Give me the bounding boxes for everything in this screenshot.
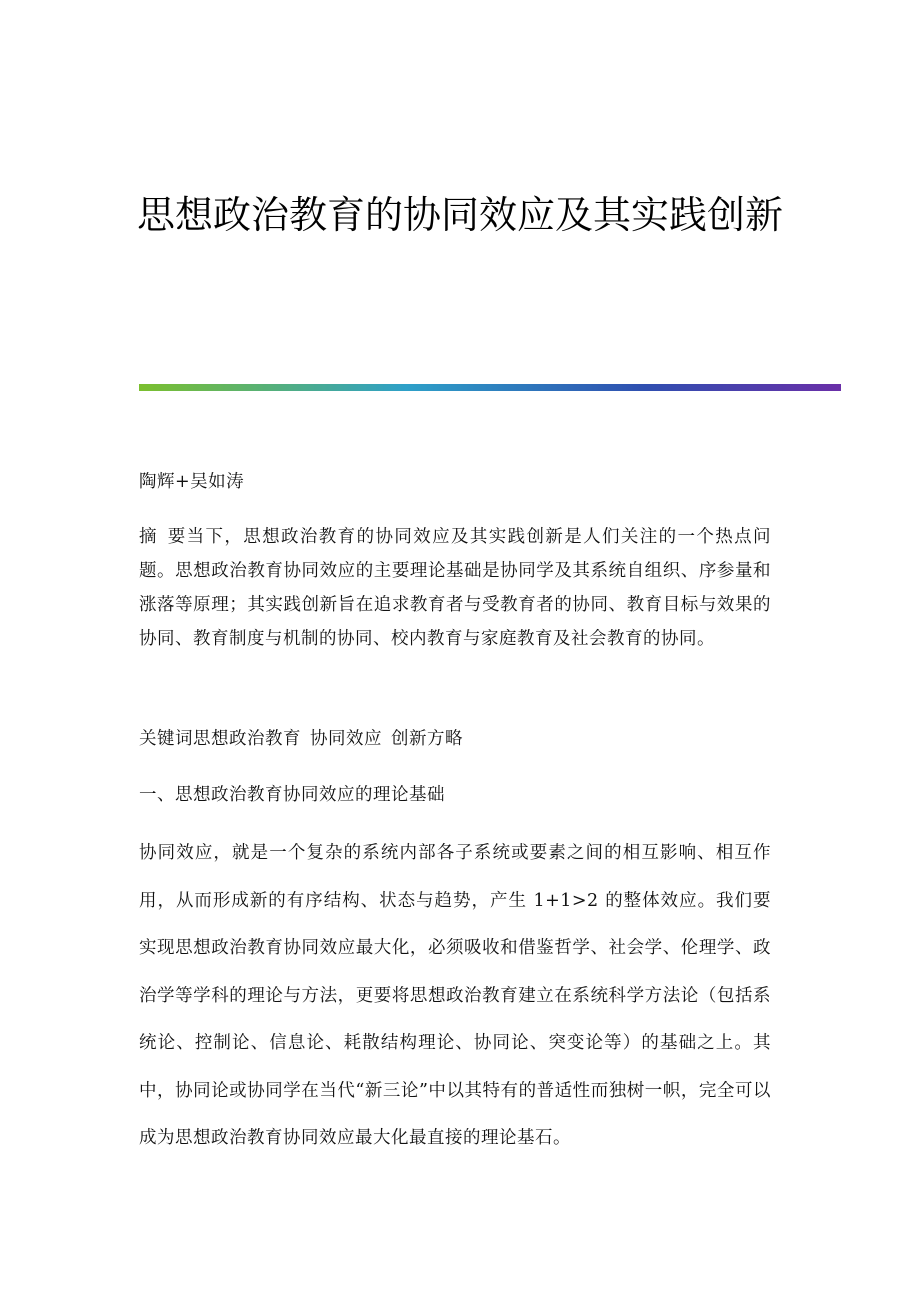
abstract — [139, 520, 771, 656]
authors — [139, 465, 771, 499]
title-divider — [139, 384, 841, 391]
abstract-label-2: 要 — [166, 527, 187, 547]
body-paragraph-text: 协同效应，就是一个复杂的系统内部各子系统或要素之间的相互影响、相互作用，从而形成新的有序结构、状态与趋势，产生 1+1>2 的整体效应。我们要实现思想政治教育协同效应最大化，必须吸收和借鉴哲学、社会学、伦理学、政治学等学科的理论与方法，更要将思想政治教育建立在系统科学方法论（包括系统论、控制论、信息论、耗散结构理论、协同论、突变论等）的基础之上。其中，协同论或协同学在当代“新三论”中以其特有的普适性而独树一帜，完全可以成为思想政治教育协同效应最大化最直接的理论基石。 — [139, 843, 771, 1148]
keyword-item: 思想政治教育 — [193, 729, 301, 749]
keyword-item: 创新方略 — [391, 729, 463, 749]
keywords-label: 关键词 — [139, 729, 193, 749]
keyword-item: 协同效应 — [310, 729, 382, 749]
abstract-text: 当下，思想政治教育的协同效应及其实践创新是人们关注的一个热点问题。思想政治教育协同效应的主要理论基础是协同学及其系统自组织、序参量和涨落等原理；其实践创新旨在追求教育者与受教育者的协同、教育目标与效果的协同、教育制度与机制的协同、校内教育与家庭教育及社会教育的协同。 — [139, 527, 772, 649]
abstract-label: 摘 — [139, 527, 158, 547]
section-heading-text: 一、思想政治教育协同效应的理论基础 — [139, 785, 445, 805]
abstract-paragraph — [139, 520, 771, 656]
keywords — [139, 722, 771, 756]
keywords-line — [139, 722, 771, 756]
author-names: 陶辉+吴如涛 — [139, 472, 245, 492]
section-heading — [139, 778, 771, 812]
document-title: 思想政治教育的协同效应及其实践创新 — [136, 193, 783, 237]
body-paragraph — [139, 830, 771, 1163]
